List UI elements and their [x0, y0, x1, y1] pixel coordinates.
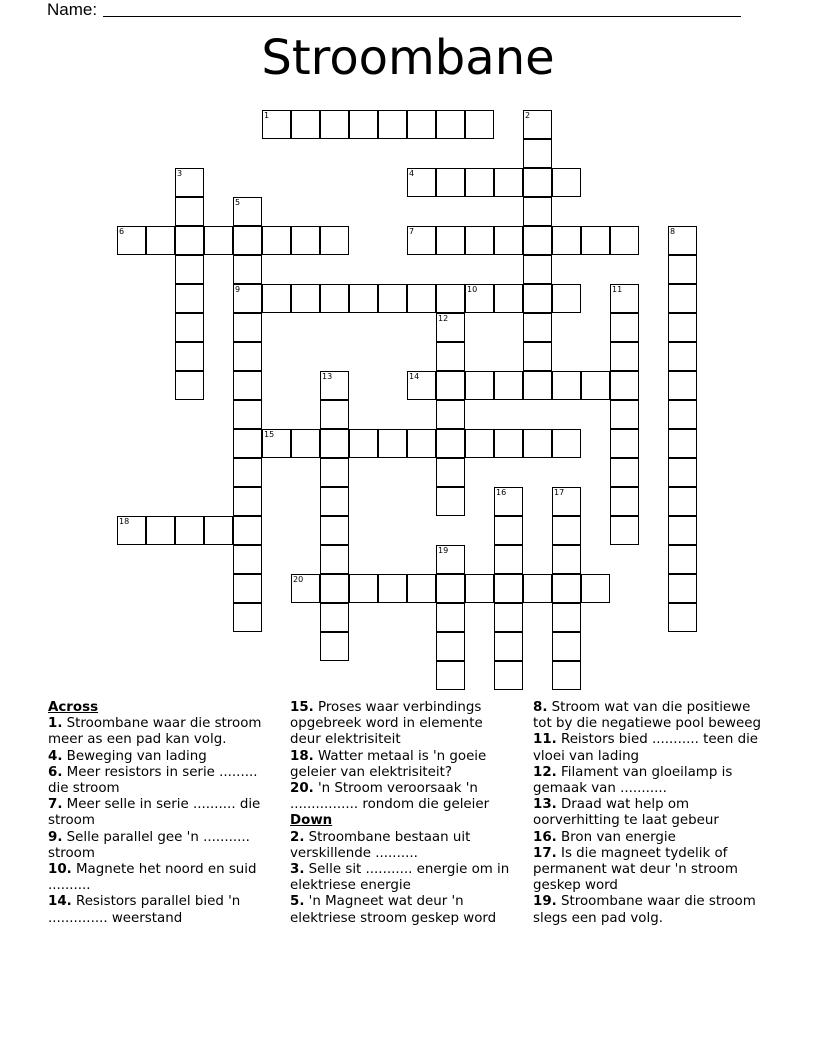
grid-cell[interactable] [320, 516, 349, 545]
grid-cell[interactable] [436, 545, 465, 574]
grid-cell[interactable] [320, 574, 349, 603]
clue-num: 1. [48, 716, 63, 732]
grid-cell[interactable] [146, 226, 175, 255]
grid-cell[interactable] [291, 429, 320, 458]
grid-cell[interactable] [668, 458, 697, 487]
clues-column-2 [290, 700, 516, 927]
clue-item [533, 765, 765, 797]
grid-cell[interactable] [436, 458, 465, 487]
grid-cell[interactable] [523, 342, 552, 371]
clue-item [48, 894, 270, 926]
clue-text: Selle parallel gee 'n ........... stroom [48, 829, 250, 861]
grid-cell[interactable] [407, 110, 436, 139]
grid-cell[interactable] [668, 545, 697, 574]
clue-number: 16 [496, 488, 507, 497]
grid-cell[interactable] [610, 313, 639, 342]
grid-cell[interactable] [668, 226, 697, 255]
grid-cell[interactable] [175, 371, 204, 400]
clue-number: 7 [409, 227, 415, 236]
clue-num: 4. [48, 748, 63, 764]
clue-num: 17. [533, 845, 557, 861]
grid-cell[interactable] [494, 661, 523, 690]
grid-cell[interactable] [436, 429, 465, 458]
clue-num: 10. [48, 862, 72, 878]
grid-cell[interactable] [494, 632, 523, 661]
grid-cell[interactable] [494, 168, 523, 197]
clue-num: 18. [290, 748, 314, 764]
grid-cell[interactable] [523, 429, 552, 458]
clue-number: 13 [322, 372, 333, 381]
grid-cell[interactable] [494, 284, 523, 313]
grid-cell[interactable] [552, 168, 581, 197]
grid-cell[interactable] [291, 574, 320, 603]
grid-cell[interactable] [349, 429, 378, 458]
grid-cell[interactable] [668, 371, 697, 400]
grid-cell[interactable] [175, 284, 204, 313]
clue-num: 15. [290, 700, 314, 715]
grid-cell[interactable] [436, 110, 465, 139]
clue-number: 20 [293, 575, 304, 584]
grid-cell[interactable] [581, 371, 610, 400]
grid-cell[interactable] [204, 516, 233, 545]
clue-item [290, 781, 516, 813]
clue-number: 14 [409, 372, 420, 381]
grid-cell[interactable] [581, 226, 610, 255]
grid-cell[interactable] [233, 516, 262, 545]
grid-cell[interactable] [494, 574, 523, 603]
grid-cell[interactable] [349, 574, 378, 603]
clue-item [48, 716, 270, 748]
across-heading: Across [48, 700, 99, 715]
grid-cell[interactable] [552, 574, 581, 603]
grid-cell[interactable] [233, 371, 262, 400]
clue-text: Meer selle in serie .......... die stroom [48, 797, 261, 829]
grid-cell[interactable] [494, 429, 523, 458]
clue-text: Proses waar verbindings opgebreek word in elemente deur elektrisiteit [290, 700, 483, 748]
grid-cell[interactable] [233, 487, 262, 516]
grid-cell[interactable] [523, 197, 552, 226]
grid-cell[interactable] [407, 168, 436, 197]
grid-cell[interactable] [407, 574, 436, 603]
grid-cell[interactable] [233, 574, 262, 603]
grid-cell[interactable] [494, 487, 523, 516]
grid-cell[interactable] [320, 284, 349, 313]
clue-text: 'n Stroom veroorsaak 'n ................ rondom die geleier [290, 781, 490, 813]
clue-item [48, 797, 270, 829]
grid-cell[interactable] [465, 429, 494, 458]
clue-number: 1 [264, 111, 270, 120]
grid-cell[interactable] [378, 429, 407, 458]
clue-item [533, 732, 765, 764]
grid-cell[interactable] [291, 284, 320, 313]
grid-cell[interactable] [552, 226, 581, 255]
grid-cell[interactable] [349, 110, 378, 139]
clue-num: 2. [290, 829, 305, 845]
grid-cell[interactable] [117, 226, 146, 255]
grid-cell[interactable] [668, 284, 697, 313]
grid-cell[interactable] [465, 371, 494, 400]
grid-cell[interactable] [175, 197, 204, 226]
grid-cell[interactable] [436, 603, 465, 632]
grid-cell[interactable] [610, 429, 639, 458]
grid-cell[interactable] [494, 516, 523, 545]
grid-cell[interactable] [262, 284, 291, 313]
clue-number: 19 [438, 546, 449, 555]
grid-cell[interactable] [233, 284, 262, 313]
clue-item [533, 700, 765, 732]
grid-cell[interactable] [668, 342, 697, 371]
grid-cell[interactable] [378, 284, 407, 313]
grid-cell[interactable] [436, 371, 465, 400]
grid-cell[interactable] [233, 603, 262, 632]
grid-cell[interactable] [610, 371, 639, 400]
grid-cell[interactable] [668, 429, 697, 458]
grid-cell[interactable] [233, 197, 262, 226]
clue-text: Is die magneet tydelik of permanent wat deur 'n stroom geskep word [533, 845, 738, 894]
grid-cell[interactable] [175, 168, 204, 197]
grid-cell[interactable] [291, 110, 320, 139]
grid-cell[interactable] [465, 284, 494, 313]
clue-item [290, 894, 516, 926]
grid-cell[interactable] [610, 516, 639, 545]
clue-item [290, 749, 516, 781]
grid-cell[interactable] [233, 458, 262, 487]
grid-cell[interactable] [436, 487, 465, 516]
grid-cell[interactable] [581, 574, 610, 603]
grid-cell[interactable] [436, 574, 465, 603]
grid-cell[interactable] [668, 487, 697, 516]
grid-cell[interactable] [349, 284, 378, 313]
grid-cell[interactable] [668, 516, 697, 545]
clue-num: 3. [290, 862, 305, 878]
grid-cell[interactable] [610, 342, 639, 371]
grid-cell[interactable] [436, 400, 465, 429]
grid-cell[interactable] [494, 545, 523, 574]
grid-cell[interactable] [436, 632, 465, 661]
clue-number: 17 [554, 488, 565, 497]
clue-num: 19. [533, 894, 557, 910]
grid-cell[interactable] [436, 342, 465, 371]
grid-cell[interactable] [523, 168, 552, 197]
clue-text: Beweging van lading [62, 748, 207, 764]
clue-text: Stroom wat van die positiewe tot by die negatiewe pool beweeg [533, 700, 761, 732]
clue-text: Draad wat help om oorverhitting te laat gebeur [533, 797, 719, 829]
grid-cell[interactable] [378, 110, 407, 139]
grid-cell[interactable] [320, 400, 349, 429]
clue-text: Magnete het noord en suid .......... [48, 862, 257, 894]
grid-cell[interactable] [668, 574, 697, 603]
clue-number: 18 [119, 517, 130, 526]
grid-cell[interactable] [233, 313, 262, 342]
clue-num: 16. [533, 829, 557, 845]
grid-cell[interactable] [233, 226, 262, 255]
grid-cell[interactable] [262, 110, 291, 139]
grid-cell[interactable] [552, 661, 581, 690]
grid-cell[interactable] [291, 226, 320, 255]
grid-cell[interactable] [175, 342, 204, 371]
clue-number: 8 [670, 227, 676, 236]
grid-cell[interactable] [523, 371, 552, 400]
grid-cell[interactable] [320, 458, 349, 487]
grid-cell[interactable] [552, 487, 581, 516]
grid-cell[interactable] [175, 516, 204, 545]
grid-cell[interactable] [175, 226, 204, 255]
grid-cell[interactable] [320, 487, 349, 516]
grid-cell[interactable] [175, 313, 204, 342]
clues-column-1 [48, 700, 270, 927]
grid-cell[interactable] [436, 168, 465, 197]
grid-cell[interactable] [668, 313, 697, 342]
clue-num: 11. [533, 732, 557, 748]
clue-number: 11 [612, 285, 623, 294]
clue-item [533, 830, 765, 846]
clue-item [48, 862, 270, 894]
grid-cell[interactable] [465, 168, 494, 197]
grid-cell[interactable] [407, 429, 436, 458]
grid-cell[interactable] [610, 284, 639, 313]
clue-number: 9 [235, 285, 241, 294]
grid-cell[interactable] [552, 632, 581, 661]
grid-cell[interactable] [233, 255, 262, 284]
clue-text: Resistors parallel bied 'n .............. weerstand [48, 894, 241, 926]
grid-cell[interactable] [552, 429, 581, 458]
clue-number: 2 [525, 111, 531, 120]
grid-cell[interactable] [465, 110, 494, 139]
clue-text: Stroombane waar die stroom slegs een pad volg. [533, 894, 756, 926]
grid-cell[interactable] [436, 661, 465, 690]
grid-cell[interactable] [523, 110, 552, 139]
clue-num: 5. [290, 894, 305, 910]
clue-text: Watter metaal is 'n goeie geleier van elektrisiteit? [290, 748, 487, 780]
name-label: Name: [47, 0, 98, 19]
grid-cell[interactable] [233, 400, 262, 429]
grid-cell[interactable] [436, 313, 465, 342]
grid-cell[interactable] [523, 139, 552, 168]
grid-cell[interactable] [552, 603, 581, 632]
grid-cell[interactable] [262, 226, 291, 255]
grid-cell[interactable] [262, 429, 291, 458]
clue-text: 'n Magneet wat deur 'n elektriese stroom geskep word [290, 894, 497, 926]
clue-number: 5 [235, 198, 241, 207]
clue-number: 3 [177, 169, 183, 178]
clue-text: Stroombane waar die stroom meer as een pad kan volg. [48, 716, 262, 748]
clue-num: 12. [533, 764, 557, 780]
clue-num: 14. [48, 894, 72, 910]
grid-cell[interactable] [320, 226, 349, 255]
grid-cell[interactable] [523, 255, 552, 284]
grid-cell[interactable] [610, 487, 639, 516]
grid-cell[interactable] [668, 255, 697, 284]
clue-num: 9. [48, 829, 63, 845]
grid-cell[interactable] [610, 458, 639, 487]
grid-cell[interactable] [233, 545, 262, 574]
grid-cell[interactable] [494, 226, 523, 255]
grid-cell[interactable] [552, 545, 581, 574]
clue-num: 13. [533, 797, 557, 813]
grid-cell[interactable] [552, 371, 581, 400]
grid-cell[interactable] [523, 574, 552, 603]
grid-cell[interactable] [233, 429, 262, 458]
grid-cell[interactable] [320, 632, 349, 661]
clue-text: Meer resistors in serie ......... die stroom [48, 764, 258, 797]
clue-num: 7. [48, 797, 63, 813]
grid-cell[interactable] [552, 516, 581, 545]
clue-text: Selle sit ........... energie om in elektriese energie [290, 862, 510, 894]
clue-item [533, 894, 765, 926]
page-title: Stroombane [261, 30, 555, 86]
grid-cell[interactable] [204, 226, 233, 255]
clue-number: 10 [467, 285, 478, 294]
grid-cell[interactable] [320, 371, 349, 400]
clue-number: 15 [264, 430, 275, 439]
clue-item [48, 765, 270, 797]
down-heading: Down [290, 813, 333, 829]
grid-cell[interactable] [146, 516, 175, 545]
clue-item [533, 846, 765, 895]
clue-num: 6. [48, 764, 63, 780]
clue-text: Filament van gloeilamp is gemaak van ........... [533, 764, 733, 797]
grid-cell[interactable] [320, 545, 349, 574]
grid-cell[interactable] [552, 284, 581, 313]
grid-cell[interactable] [320, 603, 349, 632]
grid-cell[interactable] [610, 400, 639, 429]
grid-cell[interactable] [320, 429, 349, 458]
grid-cell[interactable] [407, 284, 436, 313]
clue-num: 20. [290, 781, 314, 797]
grid-cell[interactable] [378, 574, 407, 603]
grid-cell[interactable] [117, 516, 146, 545]
clue-text: Bron van energie [556, 829, 676, 845]
clue-text: Stroombane bestaan uit verskillende .......... [290, 829, 471, 861]
grid-cell[interactable] [523, 226, 552, 255]
clue-number: 4 [409, 169, 415, 178]
clue-item [290, 700, 516, 749]
grid-cell[interactable] [494, 371, 523, 400]
clues-column-3 [533, 700, 765, 927]
grid-cell[interactable] [494, 603, 523, 632]
grid-cell[interactable] [320, 110, 349, 139]
clue-item [48, 830, 270, 862]
clue-item [48, 749, 270, 765]
grid-cell[interactable] [465, 226, 494, 255]
grid-cell[interactable] [407, 371, 436, 400]
grid-cell[interactable] [436, 284, 465, 313]
clue-item [533, 797, 765, 829]
grid-cell[interactable] [233, 342, 262, 371]
clue-item [290, 830, 516, 862]
clue-num: 8. [533, 700, 548, 715]
grid-cell[interactable] [668, 603, 697, 632]
clue-text: Reistors bied ........... teen die vloei van lading [533, 732, 759, 764]
clue-item [290, 862, 516, 894]
grid-cell[interactable] [523, 284, 552, 313]
clue-number: 12 [438, 314, 449, 323]
grid-cell[interactable] [407, 226, 436, 255]
grid-cell[interactable] [436, 226, 465, 255]
grid-cell[interactable] [465, 574, 494, 603]
clue-number: 6 [119, 227, 125, 236]
grid-cell[interactable] [668, 400, 697, 429]
grid-cell[interactable] [175, 255, 204, 284]
grid-cell[interactable] [523, 313, 552, 342]
grid-cell[interactable] [610, 226, 639, 255]
